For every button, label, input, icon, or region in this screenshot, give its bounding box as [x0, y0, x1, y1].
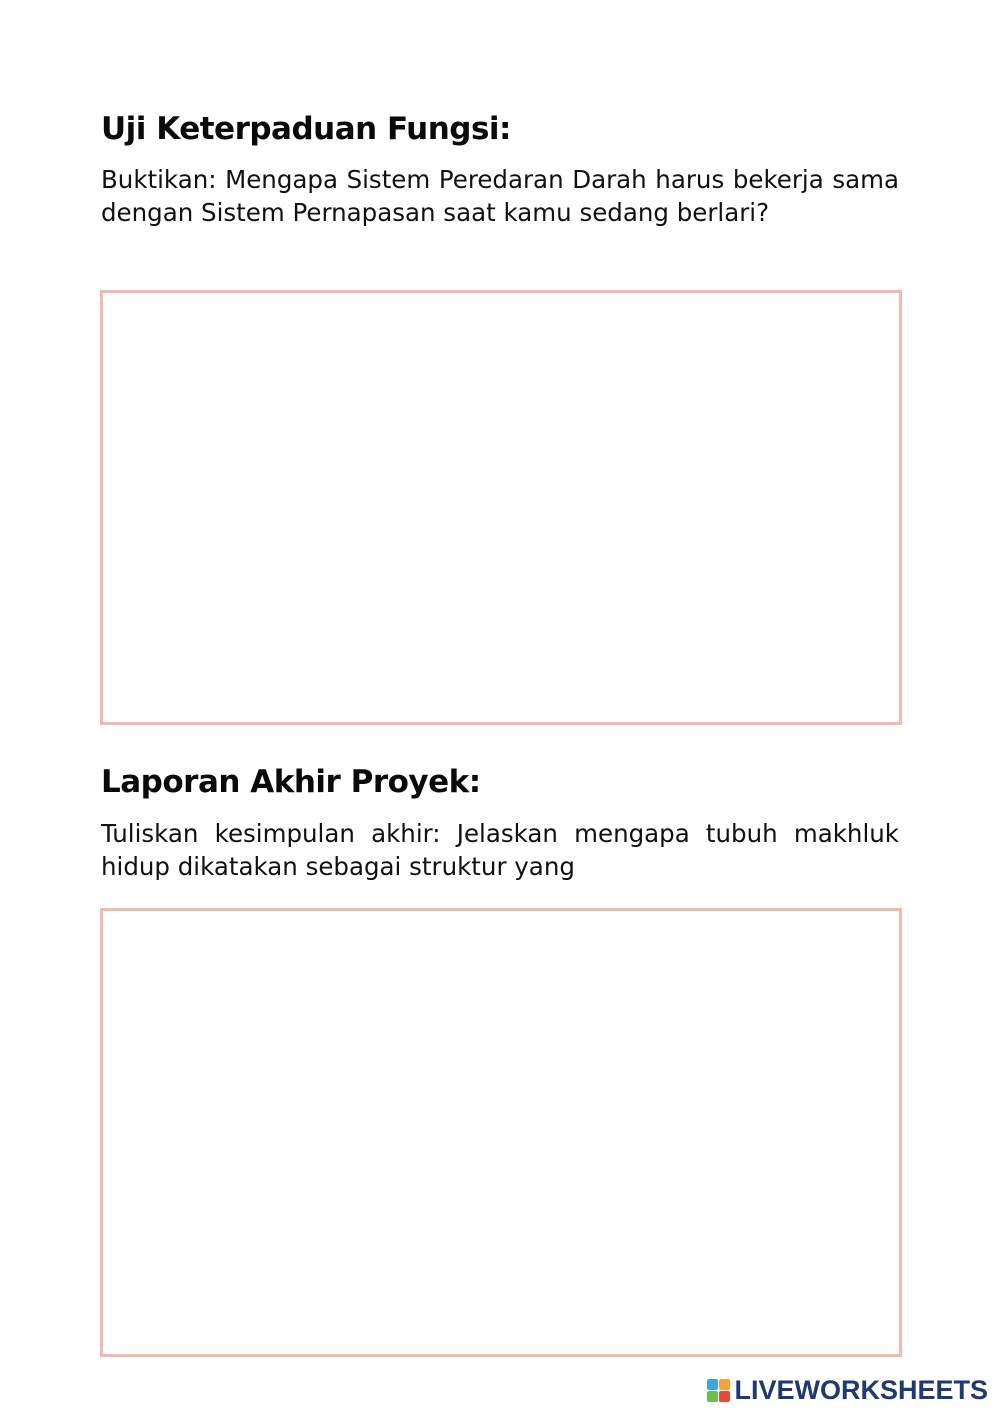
question-text-integration-test: Buktikan: Mengapa Sistem Peredaran Darah harus bekerja sama dengan Sistem Pernapasan saat kamu sedang berlari? [101, 165, 899, 227]
section-title-integration-test: Uji Keterpaduan Fungsi: [101, 111, 511, 147]
answer-box-integration-test[interactable] [100, 290, 902, 725]
logo-square-red [719, 1391, 730, 1402]
question-text-final-report: Tuliskan kesimpulan akhir: Jelaskan mengapa tubuh makhluk hidup dikatakan sebagai struktur yang [101, 819, 899, 881]
brand-name: LIVEWORKSHEETS [734, 1375, 988, 1405]
answer-box-final-report[interactable] [100, 908, 902, 1357]
logo-square-green [707, 1391, 718, 1402]
logo-square-orange [719, 1379, 730, 1390]
logo-square-blue [707, 1379, 718, 1390]
section-title-final-report: Laporan Akhir Proyek: [101, 764, 481, 800]
liveworksheets-logo-icon [707, 1379, 730, 1402]
liveworksheets-brand [707, 1374, 988, 1406]
